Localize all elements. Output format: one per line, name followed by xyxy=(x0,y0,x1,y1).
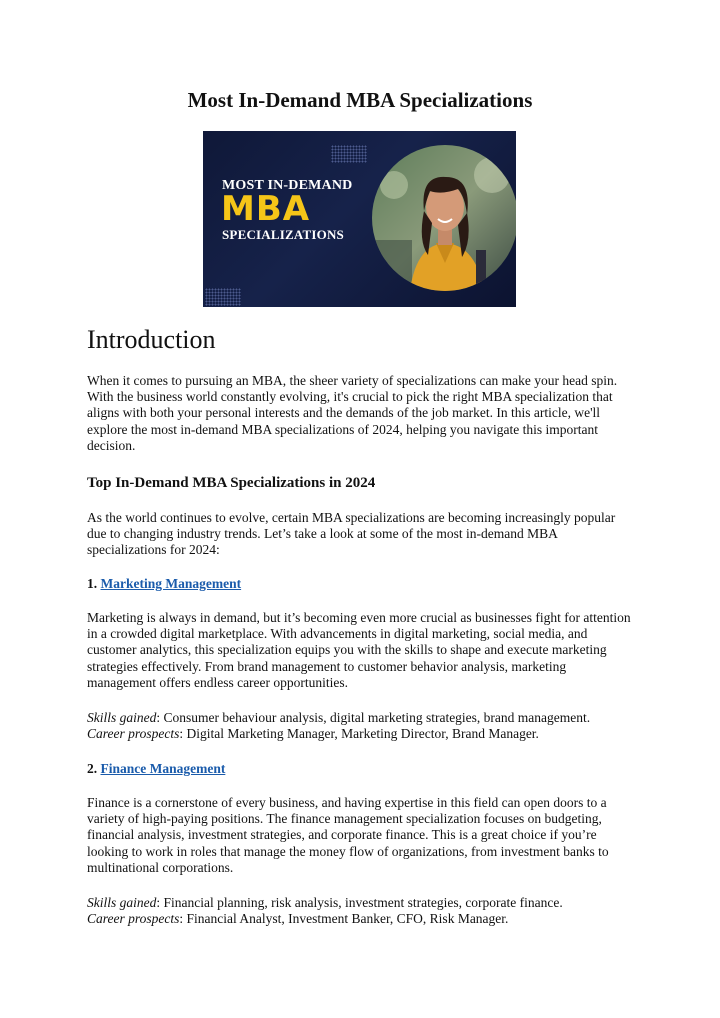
marketing-paragraph: Marketing is always in demand, but it’s becoming even more crucial as businesses fight for attention in a crowded digital marketplace. With advancements in digital marketing, social media, and customer analytics, this specialization equips you with the skills to shape and execute marketing strategies effectively. From brand management to customer behavior analysis, marketing management offers endless career opportunities. xyxy=(87,610,631,690)
career-label: Career prospects xyxy=(87,726,180,742)
skills-label: Skills gained xyxy=(87,895,157,910)
skills-text: : Consumer behaviour analysis, digital marketing strategies, brand management. xyxy=(156,710,591,725)
dot-pattern-decoration xyxy=(205,288,241,306)
career-text: : Financial Analyst, Investment Banker, CFO, Risk Manager. xyxy=(179,911,509,927)
student-photo xyxy=(372,145,516,291)
top-specializations-heading: Top In-Demand MBA Specializations in 2024 xyxy=(87,475,376,491)
skills-text: : Financial planning, risk analysis, investment strategies, corporate finance. xyxy=(156,895,563,910)
hero-banner-image xyxy=(203,131,516,307)
top-specializations-paragraph: As the world continues to evolve, certain MBA specializations are becoming increasingly popular due to changing industry trends. Let’s take a look at some of the most in-demand MBA specializations for 2024: xyxy=(87,510,616,558)
introduction-heading: Introduction xyxy=(87,325,216,354)
banner-line-3: SPECIALIZATIONS xyxy=(222,227,344,242)
career-label: Career prospects xyxy=(87,911,180,927)
section-heading-finance xyxy=(87,761,225,777)
finance-paragraph: Finance is a cornerstone of every business, and having expertise in this field can open doors to a variety of high-paying positions. The finance management specialization focuses on budgeting, financial analysis, investment strategies, and corporate finance. This is a great choice if you’re looking to work in roles that manage the money flow of organizations, from investment banks to multinational corporations. xyxy=(87,795,609,875)
section-number: 2. xyxy=(87,761,98,776)
finance-skills-career xyxy=(87,895,637,927)
banner-line-2: MBA xyxy=(221,189,311,229)
dot-pattern-decoration xyxy=(331,145,367,163)
skills-label: Skills gained xyxy=(87,710,157,725)
introduction-paragraph: When it comes to pursuing an MBA, the sheer variety of specializations can make your head spin. With the business world constantly evolving, it's crucial to pick the right MBA specialization that aligns with both your personal interests and the demands of the job market. In this article, we'll explore the most in-demand MBA specializations of 2024, helping you navigate this important decision. xyxy=(87,373,618,453)
section-number: 1. xyxy=(87,576,98,591)
page-title: Most In-Demand MBA Specializations xyxy=(187,88,533,112)
career-text: : Digital Marketing Manager, Marketing Director, Brand Manager. xyxy=(179,726,539,742)
finance-management-link[interactable]: Finance Management xyxy=(100,761,226,776)
marketing-skills-career xyxy=(87,710,637,742)
marketing-management-link[interactable]: Marketing Management xyxy=(100,576,242,591)
banner-line-1: MOST IN-DEMAND xyxy=(222,178,353,193)
section-heading-marketing xyxy=(87,576,241,592)
